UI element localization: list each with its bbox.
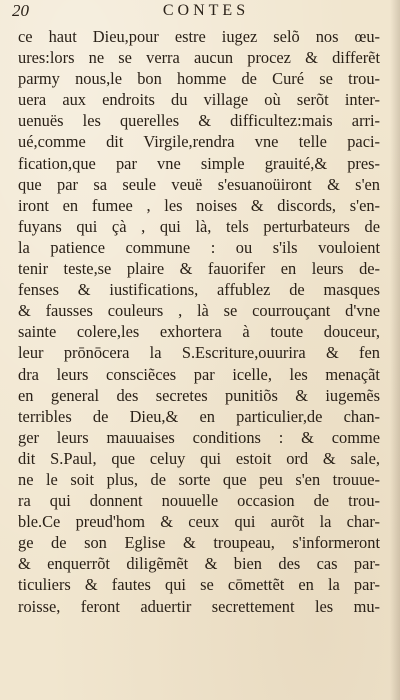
page-edge-shadow <box>390 0 400 700</box>
running-head: CONTES <box>162 2 250 19</box>
text-line: que par sa seule veuë s'esuanoüiront & s'en <box>18 174 380 194</box>
text-line: uenuës les querelles & difficultez:mais arri- <box>18 111 380 131</box>
text-line: fication,que par vne simple grauité,& pres- <box>18 153 380 173</box>
text-line: roisse, feront aduertir secrettement les mu- <box>18 596 380 616</box>
text-line: en general des secretes punitiõs & iugemẽs <box>18 385 380 405</box>
text-line: sainte colere,les exhortera à toute douceur, <box>18 322 380 342</box>
text-line: & fausses couleurs , là se courrouçant d'vne <box>18 301 380 321</box>
text-line: ble.Ce preud'hom & ceux qui aurõt la char- <box>18 512 380 532</box>
text-line: ge de son Eglise & troupeau, s'informeront <box>18 533 380 553</box>
text-line: ures:lors ne se verra aucun procez & differẽt <box>18 48 380 68</box>
text-line: tenir teste,se plaire & fauorifer en leurs de- <box>18 259 380 279</box>
text-line: ce haut Dieu,pour estre iugez selõ nos œu- <box>18 27 380 46</box>
text-line: leur prōnōcera la S.Escriture,ouurira & fen <box>18 343 380 363</box>
page-number: 20 <box>12 1 29 20</box>
text-line: dra leurs consciẽces par icelle, les menaçãt <box>18 364 380 384</box>
text-line: fenses & iustifications, affublez de masques <box>18 280 380 300</box>
text-line: iront en fumee , les noises & discords, s'en- <box>18 195 380 215</box>
text-line: ué,comme dit Virgile,rendra vne telle paci- <box>18 132 380 152</box>
text-line: & enquerrõt diligẽmẽt & bien des cas par- <box>18 554 380 574</box>
page-header <box>12 0 400 24</box>
text-line: ne le soit plus, de sorte que peu s'en trouue- <box>18 469 380 489</box>
text-line: ra qui donnent nouuelle occasion de trou- <box>18 491 380 511</box>
text-line: ger leurs mauuaises conditions : & comme <box>18 427 380 447</box>
text-line: la patience commune : ou s'ils vouloient <box>18 237 380 257</box>
text-line: dit S.Paul, que celuy qui estoit ord & sale, <box>18 448 380 468</box>
text-line: ticuliers & fautes qui se cōmettẽt en la par- <box>18 575 380 595</box>
text-line: uera aux endroits du village où serõt inter- <box>18 90 380 110</box>
body-text <box>18 26 380 617</box>
text-line: fuyans qui çà , qui là, tels perturbateurs de <box>18 216 380 236</box>
text-line: terribles de Dieu,& en particulier,de chan- <box>18 406 380 426</box>
text-line: parmy nous,le bon homme de Curé se trou- <box>18 69 380 89</box>
